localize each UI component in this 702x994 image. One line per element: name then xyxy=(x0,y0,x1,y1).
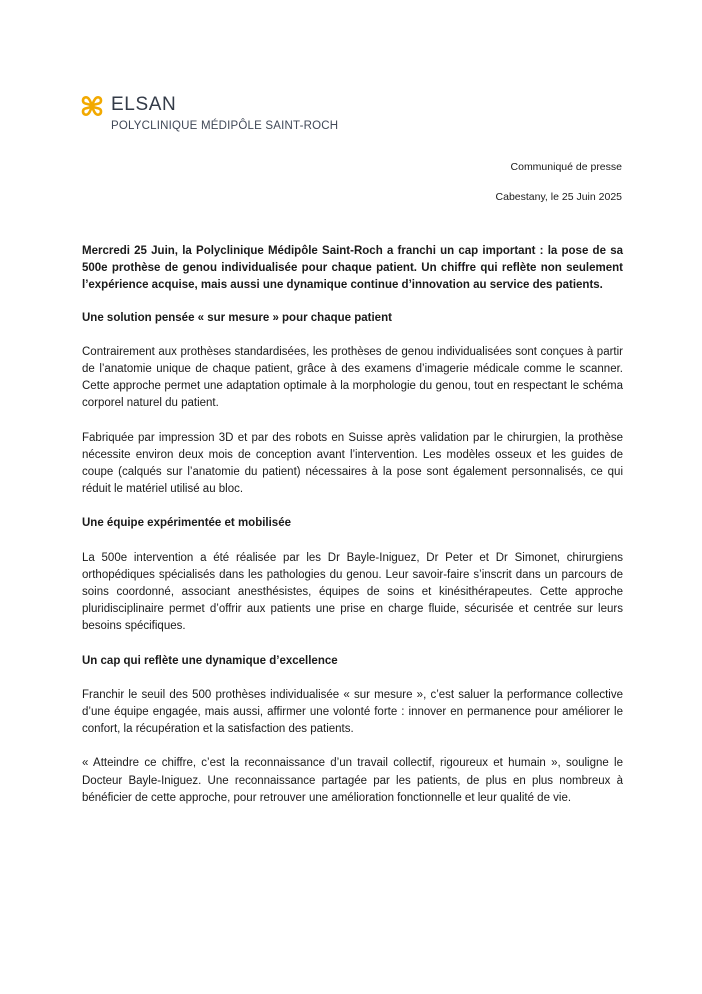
document-type: Communiqué de presse xyxy=(510,161,622,173)
section-heading-2: Une équipe expérimentée et mobilisée xyxy=(82,517,291,530)
section-1-paragraph-1: Contrairement aux prothèses standardisées, les prothèses de genou individualisées sont conçues à partir de l’anatomie unique de chaque patient, grâce à des examens d’imagerie médicale comme le scanner. Cette approche permet une adaptation optimale à la morphologie du genou, tout en respectant le schéma corporel naturel du patient. xyxy=(82,345,623,410)
section-2-paragraph-1: La 500e intervention a été réalisée par les Dr Bayle-Iniguez, Dr Peter et Dr Simonet, chirurgiens orthopédiques spécialisés dans les pathologies du genou. Leur savoir-faire s’inscrit dans un parcours de soins coordonné, associant anesthésistes, équipes de soins et kinésithérapeutes. Cette approche pluridisciplinaire permet d’offrir aux patients une prise en charge fluide, sécurisée et centrée sur leurs besoins spécifiques. xyxy=(82,551,623,633)
section-heading-3: Un cap qui reflète une dynamique d’excellence xyxy=(82,654,338,667)
place-date: Cabestany, le 25 Juin 2025 xyxy=(495,191,622,203)
section-3-paragraph-1: Franchir le seuil des 500 prothèses individualisée « sur mesure », c’est saluer la performance collective d’une équipe engagée, mais aussi, affirmer une volonté forte : innover en permanence pour améliorer le confort, la récupération et la satisfaction des patients. xyxy=(82,688,623,736)
section-3-paragraph-2: « Atteindre ce chiffre, c’est la reconnaissance d’un travail collectif, rigoureux et humain », souligne le Docteur Bayle-Iniguez. Une reconnaissance partagée par les patients, de plus en plus nombreux à bénéficier de cette approche, pour retrouver une amélioration fonctionnelle et leur qualité de vie. xyxy=(82,757,623,804)
lead-paragraph: Mercredi 25 Juin, la Polyclinique Médipôle Saint-Roch a franchi un cap important : la pose de sa 500e prothèse de genou individualisée pour chaque patient. Un chiffre qui reflète non seulement l’expérience acquise, mais aussi une dynamique continue d’innovation au service des patients. xyxy=(82,245,623,292)
press-release-body xyxy=(82,243,623,824)
section-heading-1: Une solution pensée « sur mesure » pour chaque patient xyxy=(82,311,392,324)
elsan-logo xyxy=(80,94,380,136)
logo-clinic-name: POLYCLINIQUE MÉDIPÔLE SAINT-ROCH xyxy=(111,120,339,132)
section-1-paragraph-2: Fabriquée par impression 3D et par des robots en Suisse après validation par le chirurgien, la prothèse nécessite environ deux mois de conception avant l’intervention. Les modèles osseux et les guides de coupe (calqués sur l’anatomie du patient) nécessaires à la pose sont également personnalisés, ce qui réduit le matériel utilisé au bloc. xyxy=(82,431,623,496)
elsan-logo-icon xyxy=(80,94,104,118)
logo-brand-name: ELSAN xyxy=(111,94,177,115)
